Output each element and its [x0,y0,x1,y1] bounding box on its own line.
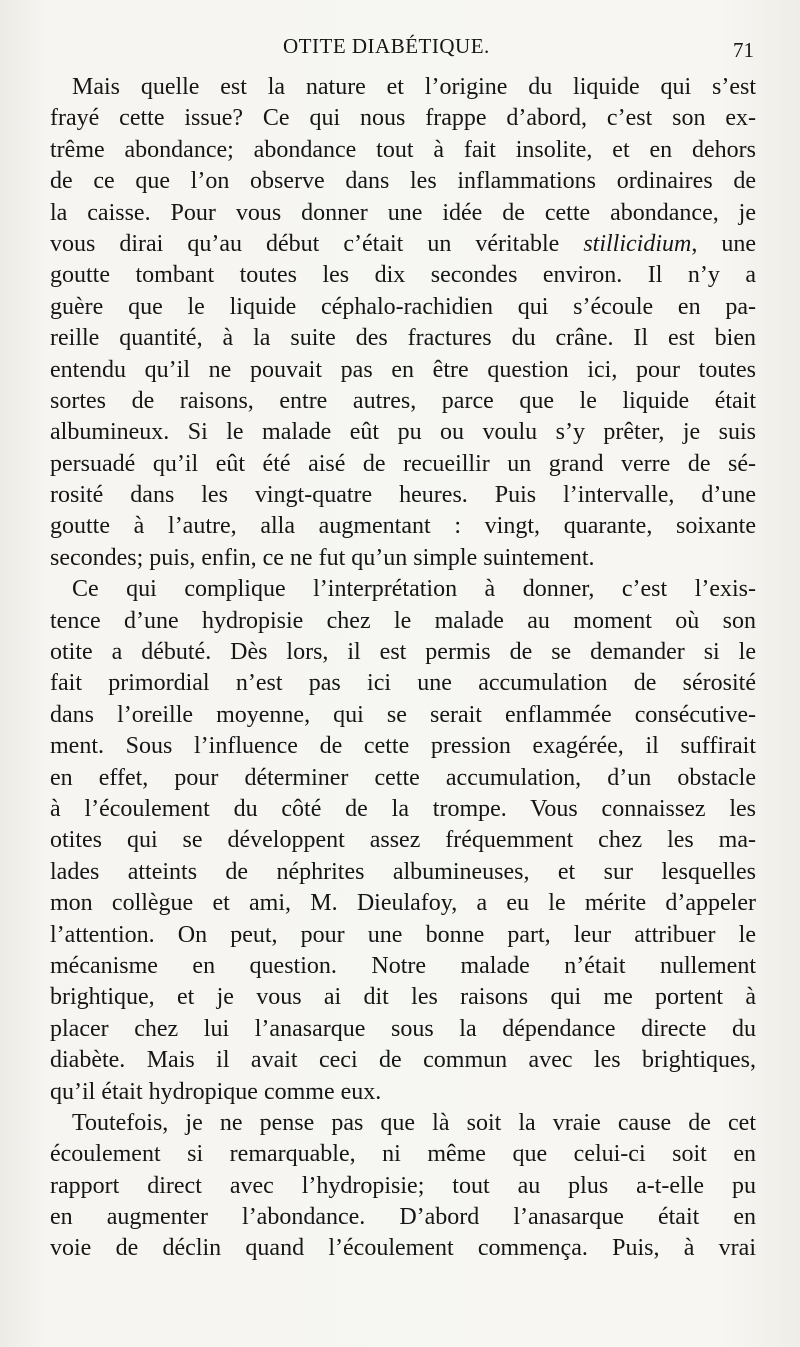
italic-term: stillicidium [583,230,692,257]
text-line: reille quantité, à la suite des fractures du crâne. Il est bien [50,325,756,352]
text-line: placer chez lui l’anasarque sous la dépendance directe du [50,1015,756,1042]
text-line: écoulement si remarquable, ni même que celui-ci soit en [50,1141,756,1168]
text-line: sortes de raisons, entre autres, parce que le liquide était [50,387,756,414]
page-header [0,34,800,68]
running-title: OTITE DIABÉTIQUE. [283,34,490,58]
text-line: de ce que l’on observe dans les inflammations ordinaires de [50,168,756,195]
paragraph-1 [50,72,756,574]
text-line: à l’écoulement du côté de la trompe. Vous connaissez les [50,795,756,822]
text-line: rosité dans les vingt-quatre heures. Puis l’intervalle, d’une [50,482,756,509]
text-segment: , une [691,230,756,257]
text-line: rapport direct avec l’hydropisie; tout au plus a-t-elle pu [50,1172,756,1199]
text-segment: vous dirai qu’au début c’était un véritable [50,230,560,257]
text-line: fait primordial n’est pas ici une accumulation de sérosité [50,670,756,697]
text-line: trême abondance; abondance tout à fait insolite, et en dehors [50,136,756,163]
text-line: secondes; puis, enfin, ce ne fut qu’un simple suintement. [50,544,595,571]
text-line: dans l’oreille moyenne, qui se serait enflammée consécutive- [50,701,756,728]
text-line: en effet, pour déterminer cette accumulation, d’un obstacle [50,764,756,791]
text-line: albumineux. Si le malade eût pu ou voulu s’y prêter, je suis [50,419,756,446]
text-line: Ce qui complique l’interprétation à donner, c’est l’exis- [72,576,756,603]
text-line: mon collègue et ami, M. Dieulafoy, a eu le mérite d’appeler [50,890,756,917]
text-line: tence d’une hydropisie chez le malade au moment où son [50,607,756,634]
text-line: guère que le liquide céphalo-rachidien qui s’écoule en pa- [50,293,756,320]
text-line: Toutefois, je ne pense pas que là soit la vraie cause de cet [72,1109,756,1136]
text-line: ment. Sous l’influence de cette pression exagérée, il suffirait [50,733,756,760]
text-line: qu’il était hydropique comme eux. [50,1078,382,1105]
text-line: l’attention. On peut, pour une bonne part, leur attribuer le [50,921,756,948]
text-line: diabète. Mais il avait ceci de commun avec les brightiques, [50,1047,756,1074]
text-line-with-italic [50,229,756,260]
text-line: mécanisme en question. Notre malade n’était nullement [50,952,756,979]
text-line: goutte tombant toutes les dix secondes environ. Il n’y a [50,262,756,289]
paragraph-2 [50,574,756,1108]
text-line: voie de déclin quand l’écoulement commença. Puis, à vrai [50,1235,756,1262]
text-line: otites qui se développent assez fréquemment chez les ma- [50,827,756,854]
body-text [50,72,756,1265]
text-line: Mais quelle est la nature et l’origine du liquide qui s’est [72,74,756,100]
paragraph-3 [50,1108,756,1265]
page-number: 71 [733,38,754,62]
text-line: otite a débuté. Dès lors, il est permis de se demander si le [50,639,756,666]
text-line: brightique, et je vous ai dit les raisons qui me portent à [50,984,756,1011]
text-line: goutte à l’autre, alla augmentant : vingt, quarante, soixante [50,513,756,540]
text-line: lades atteints de néphrites albumineuses, et sur lesquelles [50,858,756,885]
text-line: frayé cette issue? Ce qui nous frappe d’abord, c’est son ex- [50,105,756,132]
text-line: la caisse. Pour vous donner une idée de cette abondance, je [50,199,756,226]
text-line: entendu qu’il ne pouvait pas en être question ici, pour toutes [50,356,756,383]
text-line: persuadé qu’il eût été aisé de recueillir un grand verre de sé- [50,450,756,477]
text-line: en augmenter l’abondance. D’abord l’anasarque était en [50,1204,756,1231]
